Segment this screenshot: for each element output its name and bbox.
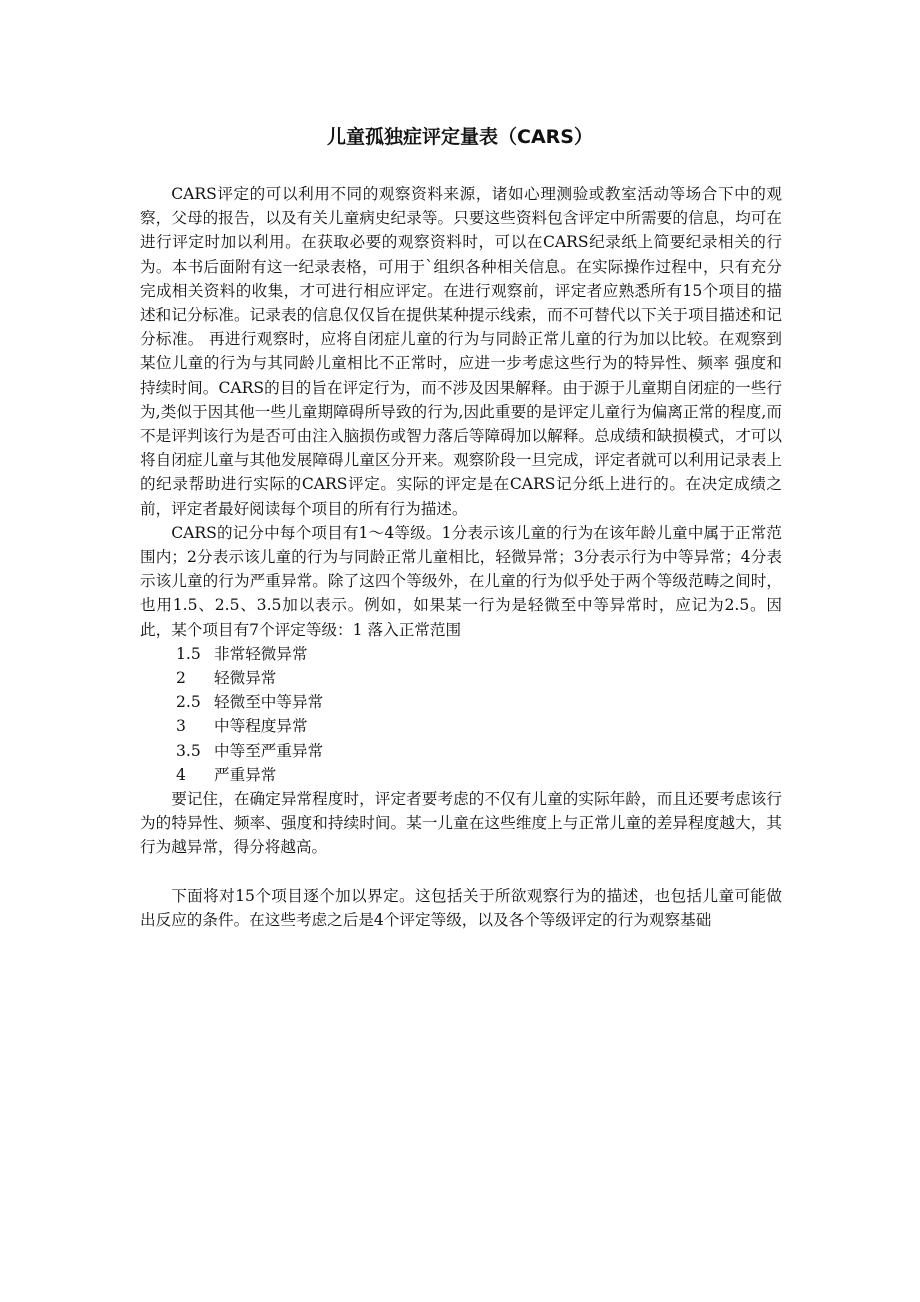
paragraph-reminder: 要记住，在确定异常程度时，评定者要考虑的不仅有儿童的实际年龄，而且还要考虑该行为的特异性、频率、强度和持续时间。某一儿童在这些维度上与正常儿童的差异程度越大，其行为越异常，得分将越高。	[140, 790, 782, 857]
rating-level-item	[140, 763, 782, 787]
rating-level-label: 中等至严重异常	[214, 741, 324, 760]
blank-line	[140, 860, 782, 884]
rating-level-score: 3	[176, 717, 186, 736]
document-body	[140, 182, 782, 932]
rating-level-label: 轻微至中等异常	[214, 693, 324, 712]
rating-level-score: 2	[176, 669, 186, 688]
rating-level-item	[140, 739, 782, 763]
rating-level-score: 2.5	[176, 693, 201, 712]
document-title: 儿童孤独症评定量表（CARS）	[327, 126, 593, 148]
rating-level-score: 3.5	[176, 741, 201, 760]
rating-level-item	[140, 666, 782, 690]
rating-level-score: 4	[176, 765, 186, 784]
rating-level-item	[140, 714, 782, 738]
rating-level-score: 1.5	[176, 644, 201, 663]
rating-levels-list	[140, 642, 782, 787]
rating-level-label: 轻微异常	[214, 669, 277, 688]
paragraph-scoring: CARS的记分中每个项目有1～4等级。1分表示该儿童的行为在该年龄儿童中属于正常范围内；2分表示该儿童的行为与同龄正常儿童相比，轻微异常；3分表示行为中等异常；4分表示该儿童的行为严重异常。除了这四个等级外，在儿童的行为似乎处于两个等级范畴之间时，也用1.5、2.5、3.5加以表示。例如，如果某一行为是轻微至中等异常时，应记为2.5。因此，某个项目有7个评定等级：1 落入正常范围	[140, 523, 782, 639]
paragraph-items-intro: 下面将对15个项目逐个加以界定。这包括关于所欲观察行为的描述，也包括儿童可能做出反应的条件。在这些考虑之后是4个评定等级，以及各个等级评定的行为观察基础	[140, 886, 782, 930]
rating-level-item	[140, 690, 782, 714]
rating-level-item	[140, 642, 782, 666]
rating-level-label: 中等程度异常	[214, 717, 308, 736]
rating-level-label: 非常轻微异常	[214, 644, 308, 663]
paragraph-intro: CARS评定的可以利用不同的观察资料来源，诸如心理测验或教室活动等场合下中的观察，父母的报告，以及有关儿童病史纪录等。只要这些资料包含评定中所需要的信息，均可在进行评定时加以利用。在获取必要的观察资料时，可以在CARS纪录纸上简要纪录相关的行为。本书后面附有这一纪录表格，可用于`组织各种相关信息。在实际操作过程中，只有充分完成相关资料的收集，才可进行相应评定。在进行观察前，评定者应熟悉所有15个项目的描述和记分标准。记录表的信息仅仅旨在提供某种提示线索，而不可替代以下关于项目描述和记分标准。 再进行观察时，应将自闭症儿童的行为与同龄正常儿童的行为加以比较。在观察到某位儿童的行为与其同龄儿童相比不正常时，应进一步考虑这些行为的特异性、频率 强度和持续时间。CARS的目的旨在评定行为，而不涉及因果解释。由于源于儿童期自闭症的一些行为,类似于因其他一些儿童期障碍所导致的行为,因此重要的是评定儿童行为偏离正常的程度,而不是评判该行为是否可由注入脑损伤或智力落后等障碍加以解释。总成绩和缺损模式，才可以将自闭症儿童与其他发展障碍儿童区分开来。观察阶段一旦完成，评定者就可以利用记录表上的纪录帮助进行实际的CARS评定。实际的评定是在CARS记分纸上进行的。在决定成绩之前，评定者最好阅读每个项目的所有行为描述。	[140, 185, 782, 518]
rating-level-label: 严重异常	[214, 765, 277, 784]
